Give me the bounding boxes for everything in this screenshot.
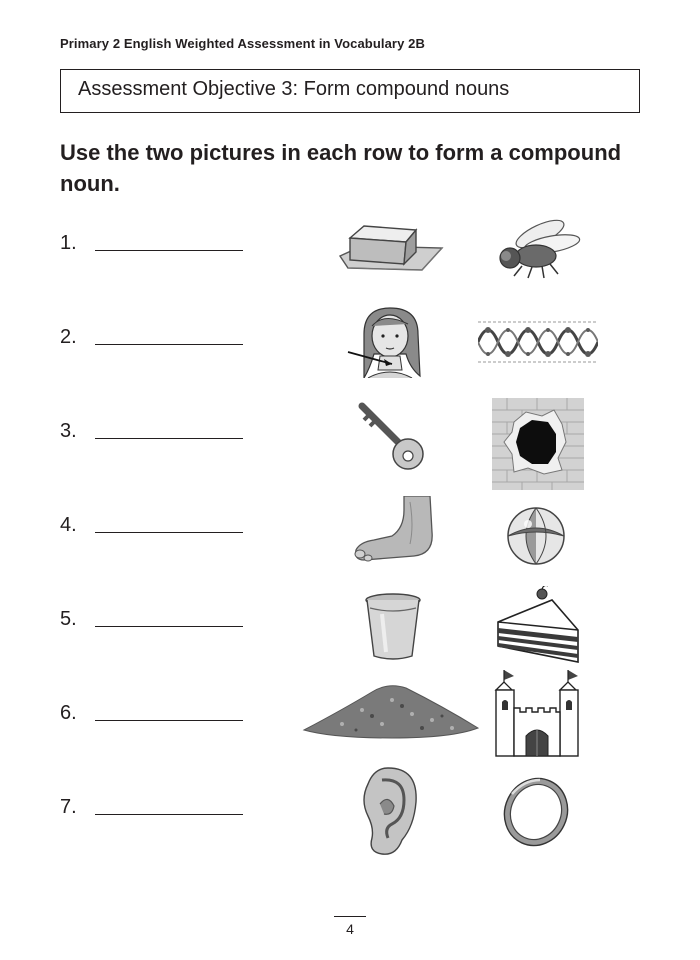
answer-line[interactable] <box>95 814 243 815</box>
answer-line[interactable] <box>95 438 243 439</box>
page-number: 4 <box>346 921 354 937</box>
fly-icon <box>492 214 584 280</box>
ring-icon <box>500 774 572 850</box>
key-icon <box>356 402 428 474</box>
ear-icon <box>358 766 420 858</box>
question-row-7 <box>0 796 700 890</box>
answer-line[interactable] <box>95 626 243 627</box>
foot-icon <box>352 496 434 562</box>
cake-icon <box>494 586 580 664</box>
answer-line[interactable] <box>95 250 243 251</box>
neck-icon <box>344 304 436 378</box>
butter-icon <box>336 222 446 278</box>
instruction-text: Use the two pictures in each row to form a compound noun. <box>60 140 622 196</box>
question-number: 3. <box>60 420 77 442</box>
lace-icon <box>478 314 598 370</box>
castle-icon <box>494 668 580 758</box>
hole-icon <box>492 398 584 490</box>
answer-line[interactable] <box>95 532 243 533</box>
sand-icon <box>302 680 480 742</box>
question-number: 6. <box>60 702 77 724</box>
question-row-3 <box>0 420 700 514</box>
question-number: 2. <box>60 326 77 348</box>
objective-box <box>60 69 640 113</box>
answer-line[interactable] <box>95 344 243 345</box>
question-number: 1. <box>60 232 77 254</box>
ball-icon <box>506 506 566 566</box>
objective-text: Assessment Objective 3: Form compound nouns <box>78 78 510 100</box>
question-number: 5. <box>60 608 77 630</box>
question-number: 7. <box>60 796 77 818</box>
answer-line[interactable] <box>95 720 243 721</box>
cup-icon <box>364 592 422 662</box>
header-title: Primary 2 English Weighted Assessment in Vocabulary 2B <box>60 36 425 51</box>
page-number-rule <box>334 916 366 917</box>
question-row-2 <box>0 326 700 420</box>
question-row-6 <box>0 702 700 796</box>
question-number: 4. <box>60 514 77 536</box>
question-row-4 <box>0 514 700 608</box>
